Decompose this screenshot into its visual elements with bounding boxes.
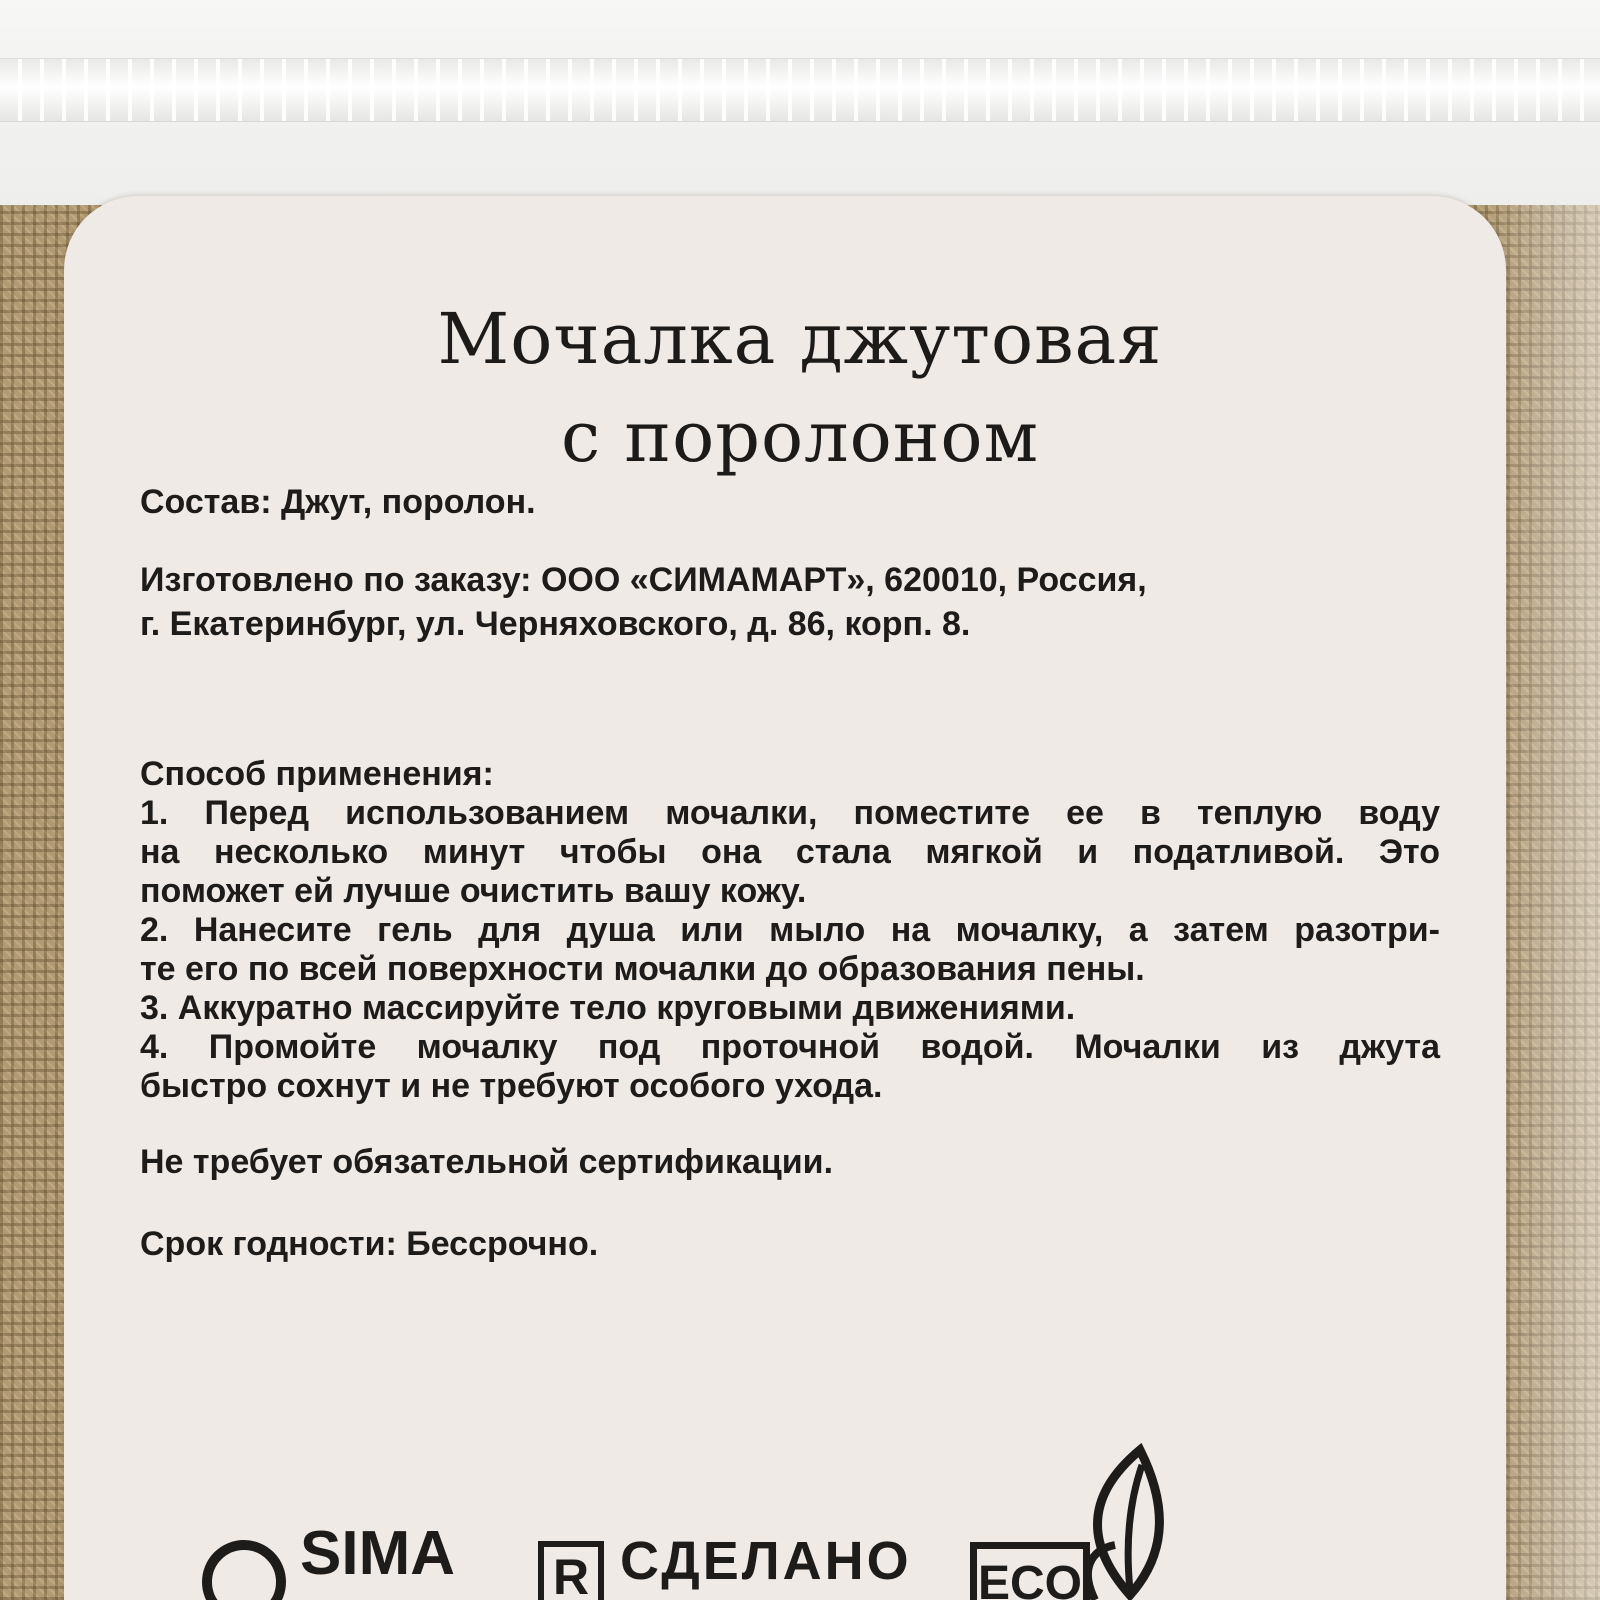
composition-text: Состав: Джут, поролон. [140,483,536,521]
certification-text: Не требует обязательной сертификации. [140,1143,834,1181]
product-title [0,290,1600,486]
usage-line: те его по всей поверхности мочалки до образования пены. [140,950,1145,988]
usage-line: на несколько минут чтобы она стала мягкой и податливой. Это [140,833,1440,871]
sima-logo-text: SIMA [300,1519,455,1588]
logo-row [0,1430,1600,1600]
manufacturer-line-2: г. Екатеринбург, ул. Черняховского, д. 86, корп. 8. [140,605,971,643]
manufacturer-line-1: Изготовлено по заказу: ООО «СИМАМАРТ», 620010, Россия, [140,561,1147,599]
product-title-line-1: Мочалка джутовая [437,298,1163,380]
made-mark-icon: R [538,1541,604,1600]
usage-instructions [140,755,1440,1106]
sima-logo-icon [202,1540,286,1600]
usage-heading: Способ применения: [140,755,494,793]
zip-lock-strip [0,58,1600,122]
usage-line: 2. Нанесите гель для душа или мыло на мочалку, а затем разотри- [140,911,1440,949]
usage-line: быстро сохнут и не требуют особого ухода. [140,1067,883,1105]
usage-line: 4. Промойте мочалку под проточной водой. Мочалки из джута [140,1028,1440,1066]
usage-line: 1. Перед использованием мочалки, поместите ее в теплую воду [140,794,1440,832]
eco-leaf-icon [1070,1430,1180,1600]
eco-badge: ECO [970,1542,1090,1600]
product-title-line-2: с поролоном [560,396,1040,478]
shelf-life-text: Срок годности: Бессрочно. [140,1225,599,1263]
made-text: СДЕЛАНО [620,1531,912,1591]
plastic-bag-top [0,0,1600,215]
usage-line: поможет ей лучше очистить вашу кожу. [140,872,807,910]
usage-line: 3. Аккуратно массируйте тело круговыми движениями. [140,989,1076,1027]
